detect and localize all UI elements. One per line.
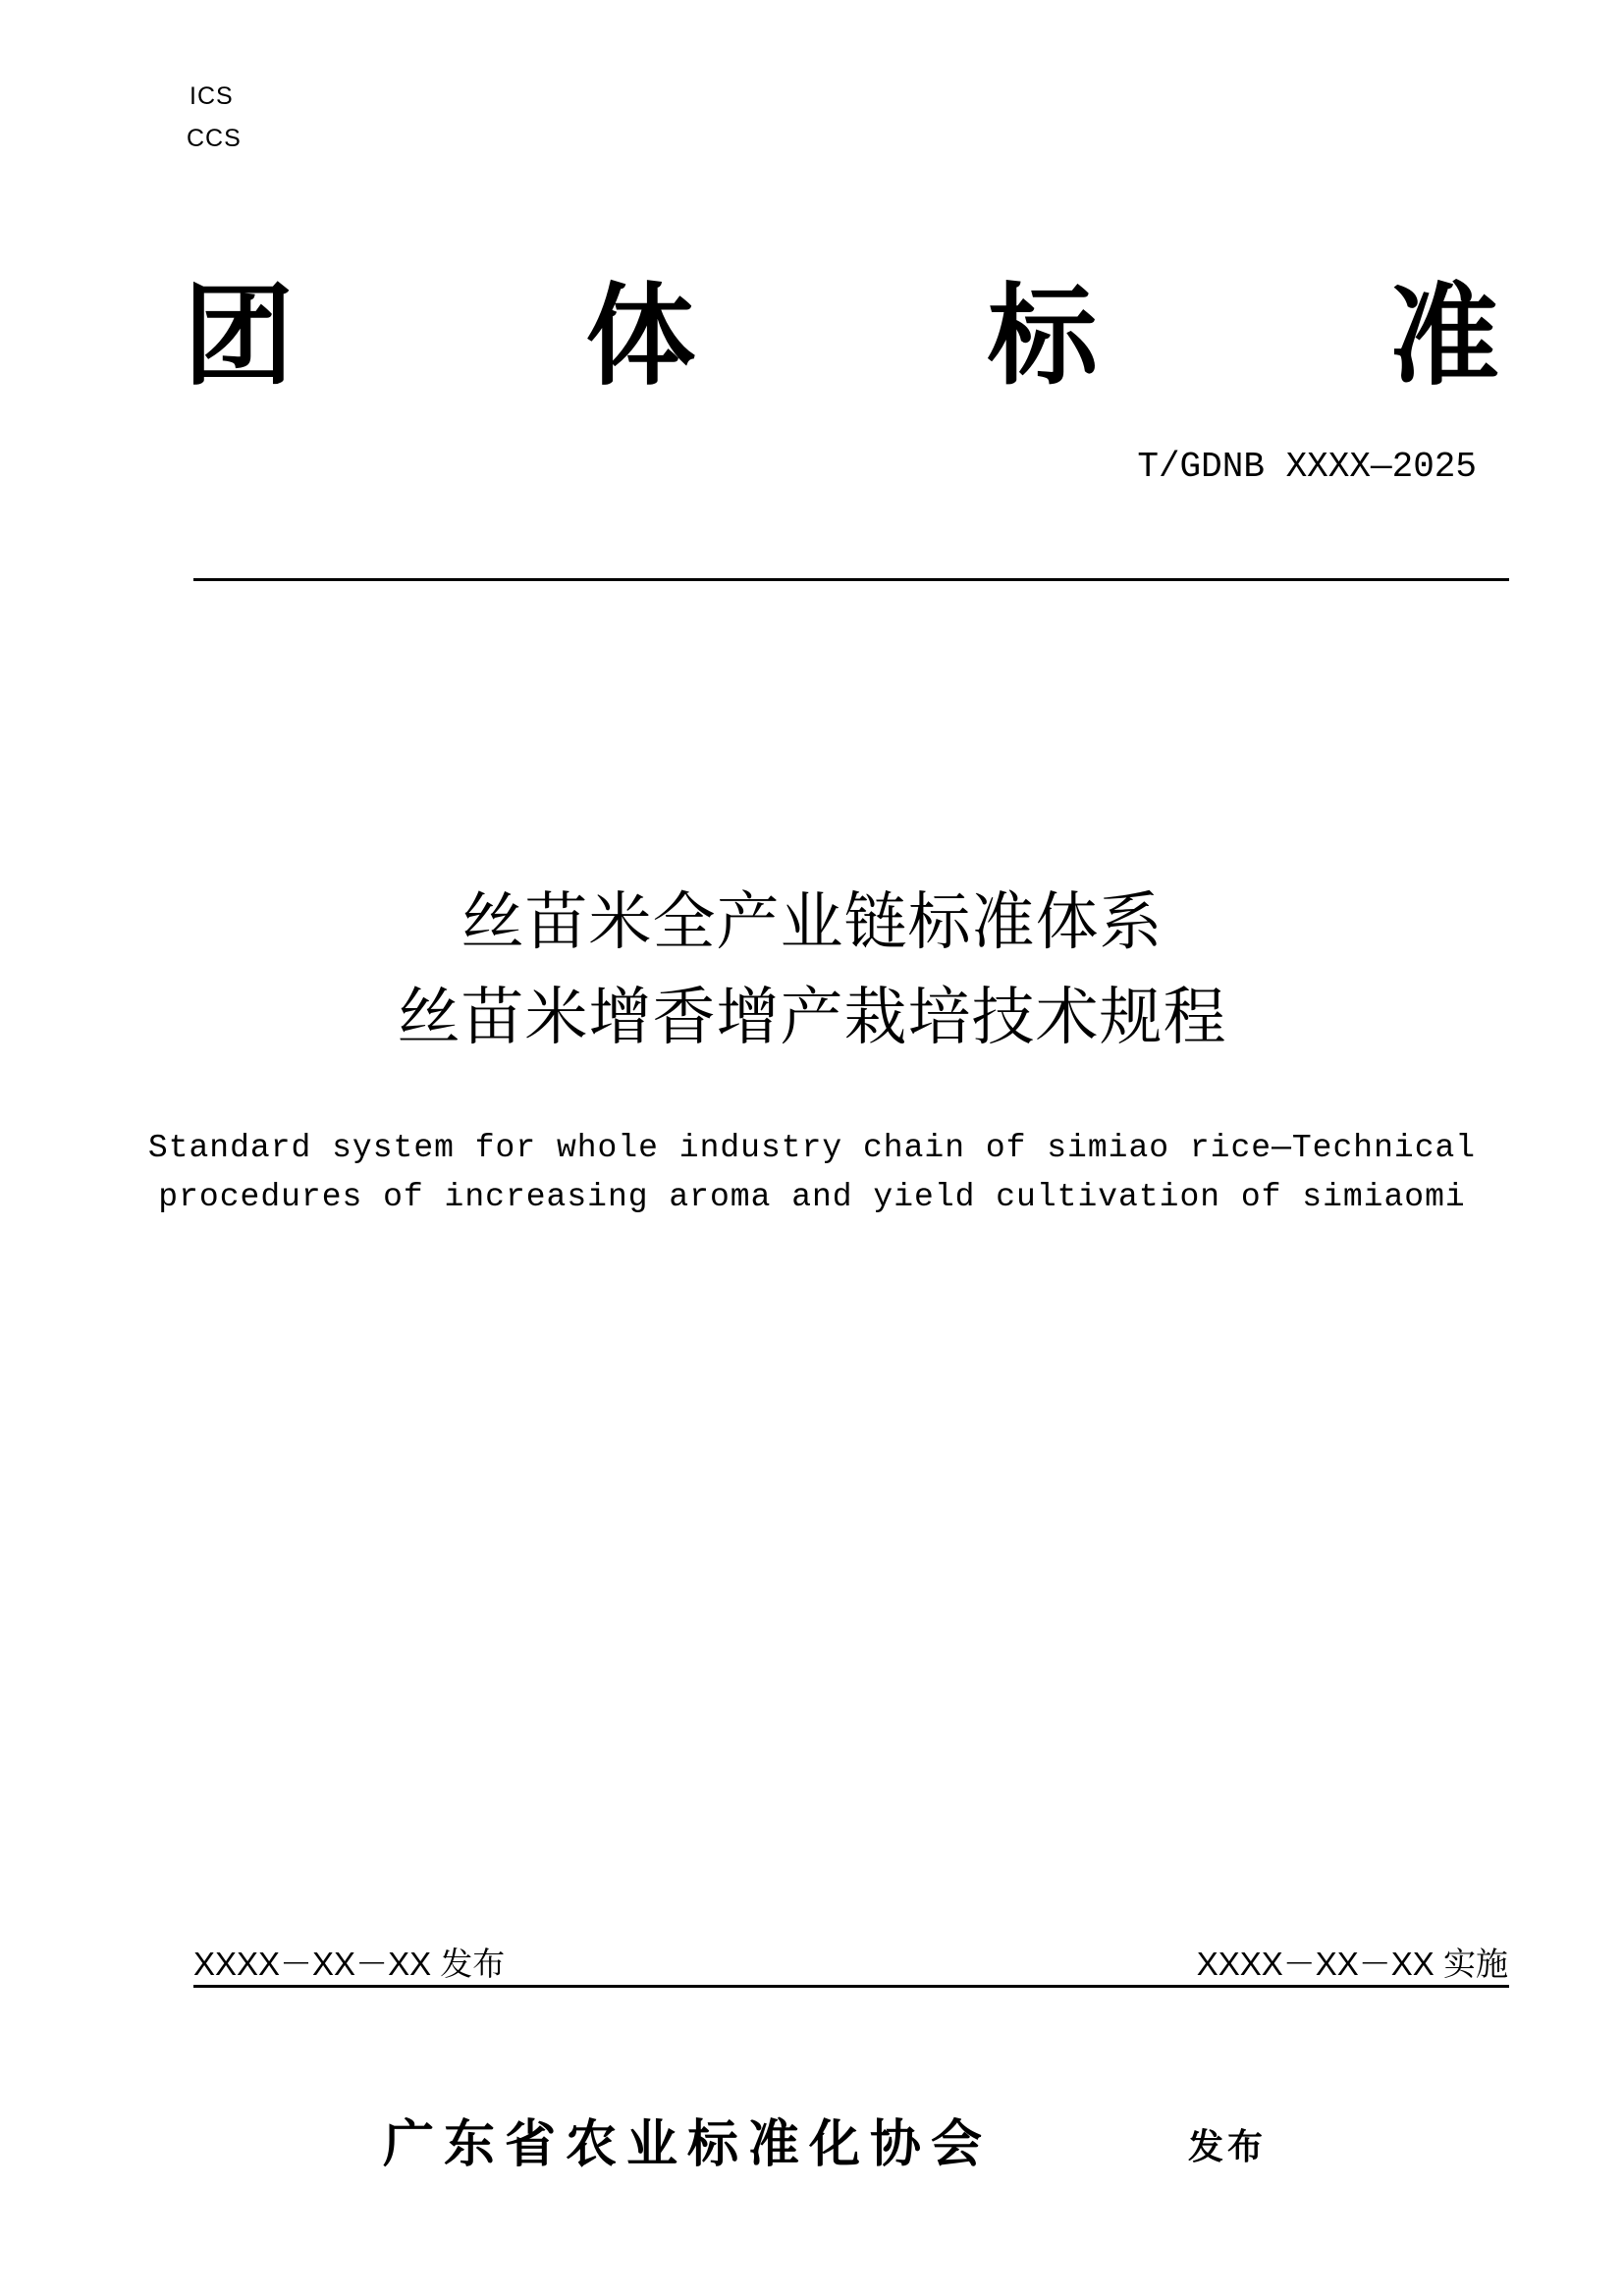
ics-code-label: ICS bbox=[189, 82, 234, 110]
english-title-line-2: procedures of increasing aroma and yield cultivation of simiaomi bbox=[158, 1179, 1466, 1215]
effective-date: XXXX－XX－XX 实施 bbox=[1196, 1946, 1508, 1982]
document-type-char: 准 bbox=[1388, 273, 1499, 400]
standard-number: T/GDNB XXXX—2025 bbox=[1137, 447, 1477, 487]
publish-date: XXXX－XX－XX 发布 bbox=[193, 1946, 506, 1982]
footer-divider bbox=[193, 1985, 1509, 1988]
document-type-char: 体 bbox=[585, 273, 696, 400]
chinese-title-line-2: 丝苗米增香增产栽培技术规程 bbox=[397, 982, 1227, 1054]
document-type-char: 团 bbox=[184, 273, 294, 400]
ccs-code-label: CCS bbox=[187, 125, 242, 152]
chinese-title-line-1: 丝苗米全产业链标准体系 bbox=[460, 886, 1164, 959]
english-title-line-1: Standard system for whole industry chain of simiao rice—Technical bbox=[147, 1130, 1477, 1166]
header-divider bbox=[193, 578, 1509, 581]
publisher-name: 广东省农业标准化协会 bbox=[383, 2114, 993, 2174]
document-type-char: 标 bbox=[987, 273, 1098, 400]
publisher-suffix: 发布 bbox=[1188, 2126, 1268, 2167]
document-type-title bbox=[184, 273, 1499, 400]
